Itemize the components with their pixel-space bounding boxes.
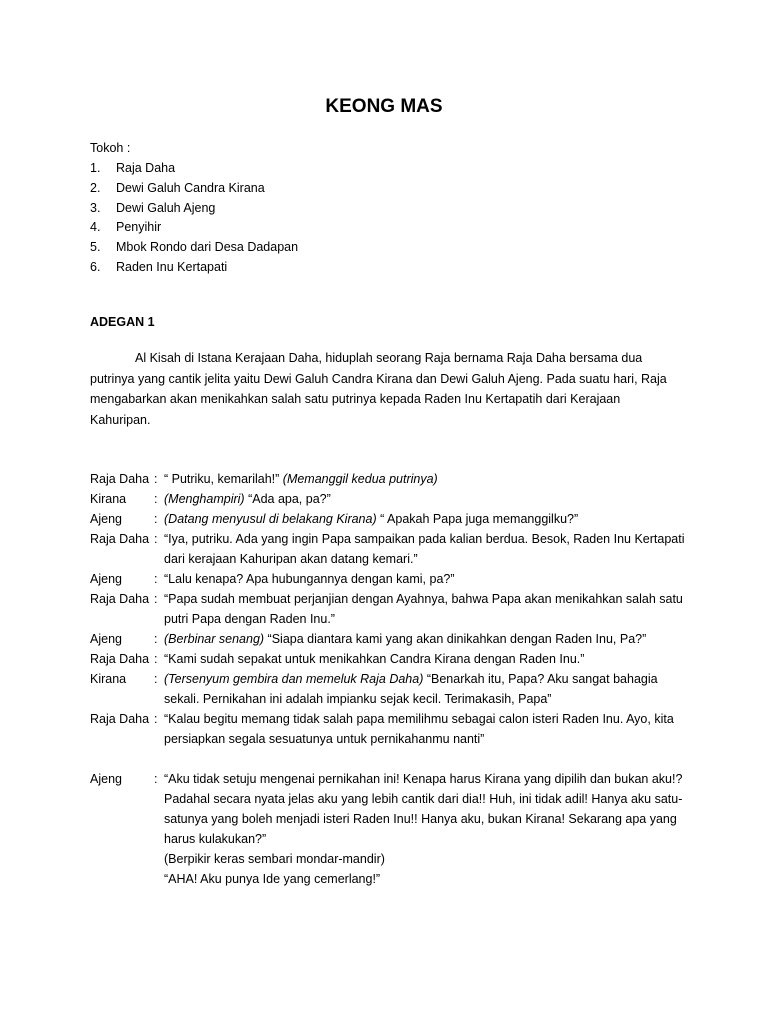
speaker-colon: : — [154, 772, 158, 786]
speaker-colon: : — [154, 492, 158, 506]
speech-text: “Papa sudah membuat perjanjian dengan Ayahnya, bahwa Papa akan menikahkan salah satu putri Papa dengan Raden Inu.” — [164, 592, 683, 626]
speaker-colon: : — [154, 512, 158, 526]
narration-paragraph: Al Kisah di Istana Kerajaan Daha, hiduplah seorang Raja bernama Raja Daha bersama dua putrinya yang cantik jelita yaitu Dewi Galuh Candra Kirana dan Dewi Galuh Ajeng. Pada suatu hari, Raja mengabarkan akan menikahkan salah satu putrinya kepada Raden Inu Kertapatih dari Kerajaan Kahuripan. — [90, 351, 667, 427]
speech-text — [164, 509, 690, 529]
speech-text — [164, 489, 690, 509]
cast-number: 1. — [90, 161, 101, 175]
dialogue-line — [90, 489, 690, 509]
cast-name: Mbok Rondo dari Desa Dadapan — [116, 240, 299, 255]
cast-list — [90, 158, 298, 277]
cast-number: 3. — [90, 200, 101, 215]
document-title: KEONG MAS — [325, 96, 443, 117]
speaker-colon: : — [154, 592, 158, 606]
speech-text: “Kalau begitu memang tidak salah papa memilihmu sebagai calon isteri Raden Inu. Ayo, kita persiapkan segala sesuatunya untuk pernikahanmu nanti” — [164, 712, 674, 746]
speech-text — [164, 469, 690, 489]
speaker-name: Kirana — [90, 492, 127, 506]
speaker-name: Raja Daha — [90, 652, 150, 666]
speech-line: “Ada apa, pa?” — [244, 492, 331, 506]
dialogue-line — [90, 709, 690, 749]
speech-text: “Kami sudah sepakat untuk menikahkan Candra Kirana dengan Raden Inu.” — [164, 652, 585, 666]
speaker-colon: : — [154, 572, 158, 586]
speech-text — [164, 629, 690, 649]
speech-text: “Lalu kenapa? Apa hubungannya dengan kami, pa?” — [164, 572, 455, 586]
dialogue-line — [90, 509, 690, 529]
speaker-name: Raja Daha — [90, 532, 150, 546]
speaker-colon: : — [154, 532, 158, 546]
dialogue-line — [90, 669, 690, 709]
cast-name: Penyihir — [116, 220, 162, 235]
dialogue-line — [90, 769, 690, 849]
speech-line: “ Apakah Papa juga memanggilku?” — [376, 512, 579, 526]
stage-direction: (Datang menyusul di belakang Kirana) — [164, 512, 377, 526]
cast-item — [90, 257, 298, 277]
cast-name: Dewi Galuh Ajeng — [116, 200, 216, 215]
dialogue-line — [90, 529, 690, 569]
speech-text: “Aku tidak setuju mengenai pernikahan ini! Kenapa harus Kirana yang dipilih dan bukan aku!? Padahal secara nyata jelas aku yang lebih cantik dari dia!! Huh, ini tidak adil! Hanya aku satu-satunya yang boleh menjadi isteri Raden Inu!! Hanya aku, bukan Kirana! Sekarang apa yang harus kulakukan?” — [164, 772, 683, 846]
stage-direction: (Berbinar senang) — [164, 632, 265, 646]
speaker-name: Ajeng — [90, 772, 122, 786]
cast-heading: Tokoh : — [90, 141, 131, 155]
speaker-colon: : — [154, 712, 158, 726]
speech-line: “Benarkah itu, Papa? Aku sangat bahagia sekali. Pernikahan ini adalah impianku sejak kecil. Terimakasih, Papa” — [164, 672, 658, 706]
cast-number: 2. — [90, 180, 101, 195]
cast-number: 5. — [90, 240, 101, 255]
cast-item — [90, 217, 298, 237]
stage-direction: (Tersenyum gembira dan memeluk Raja Daha) — [164, 672, 424, 686]
cast-item — [90, 158, 298, 178]
speech-text: “Iya, putriku. Ada yang ingin Papa sampaikan pada kalian berdua. Besok, Raden Inu Kertapati dari kerajaan Kahuripan akan datang kemari.” — [164, 532, 685, 566]
dialogue-line — [90, 589, 690, 629]
speaker-name: Ajeng — [90, 512, 122, 526]
cast-item — [90, 178, 298, 198]
speech-line: “ Putriku, kemarilah!” — [164, 472, 283, 486]
speaker-colon: : — [154, 472, 158, 486]
speech-line: “Siapa diantara kami yang akan dinikahkan dengan Raden Inu, Pa?” — [264, 632, 647, 646]
stage-direction: (Memanggil kedua putrinya) — [282, 472, 438, 486]
dialogue-line — [90, 649, 690, 669]
cast-name: Dewi Galuh Candra Kirana — [116, 180, 265, 195]
dialogue-line — [90, 629, 690, 649]
dialogue-block — [90, 469, 690, 889]
cast-name: Raja Daha — [116, 161, 176, 175]
stage-direction-line: (Berpikir keras sembari mondar-mandir) — [164, 852, 385, 866]
speaker-colon: : — [154, 652, 158, 666]
cast-number: 6. — [90, 259, 101, 274]
scene-heading: ADEGAN 1 — [90, 315, 155, 329]
speaker-name: Ajeng — [90, 572, 122, 586]
speaker-name: Ajeng — [90, 632, 122, 646]
speaker-name: Kirana — [90, 672, 127, 686]
speech-text — [164, 669, 690, 709]
cast-name: Raden Inu Kertapati — [116, 259, 228, 274]
dialogue-line — [90, 569, 690, 589]
speaker-name: Raja Daha — [90, 592, 150, 606]
speaker-name: Raja Daha — [90, 472, 150, 486]
cast-number: 4. — [90, 220, 101, 235]
dialogue-line — [90, 469, 690, 489]
cast-item — [90, 237, 298, 257]
stage-direction: (Menghampiri) — [164, 492, 245, 506]
speaker-colon: : — [154, 632, 158, 646]
cast-item — [90, 198, 298, 218]
dialogue-continuation: “AHA! Aku punya Ide yang cemerlang!” — [164, 872, 381, 886]
speaker-colon: : — [154, 672, 158, 686]
speaker-name: Raja Daha — [90, 712, 150, 726]
